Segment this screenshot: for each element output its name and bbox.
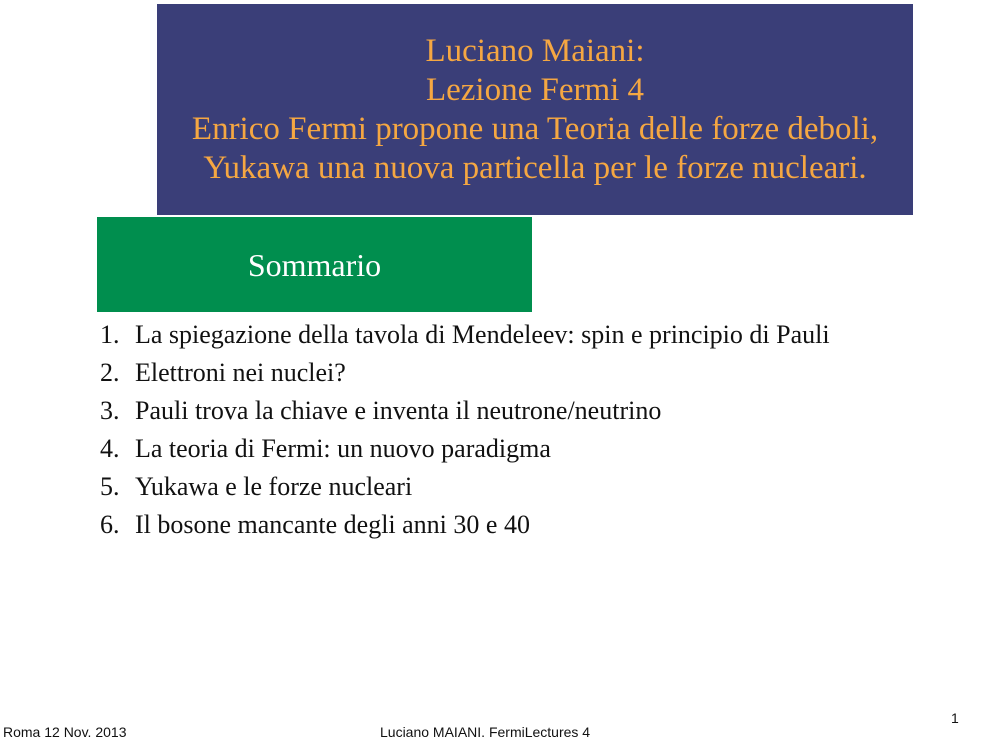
list-item <box>100 358 880 387</box>
title-line-lecture: Lezione Fermi 4 <box>425 71 645 108</box>
list-item-text: Elettroni nei nuclei? <box>135 358 346 387</box>
list-item-number: 3. <box>100 396 120 425</box>
page-number: 1 <box>951 710 959 726</box>
title-line-author: Luciano Maiani: <box>425 32 645 69</box>
title-line-fermi: Enrico Fermi propone una Teoria delle forze deboli, <box>191 110 879 147</box>
footer-date: Roma 12 Nov. 2013 <box>3 724 127 740</box>
list-item <box>100 396 880 425</box>
list-item-number: 5. <box>100 472 120 501</box>
list-item <box>100 510 880 539</box>
list-item-number: 1. <box>100 320 120 349</box>
list-item <box>100 434 880 463</box>
summary-banner <box>97 217 532 312</box>
list-item-text: Yukawa e le forze nucleari <box>135 472 413 501</box>
footer-author: Luciano MAIANI. FermiLectures 4 <box>380 724 591 740</box>
list-item <box>100 472 880 501</box>
title-line-yukawa: Yukawa una nuova particella per le forze nucleari. <box>203 149 867 186</box>
list-item-number: 4. <box>100 434 120 463</box>
list-item <box>100 320 880 349</box>
summary-heading: Sommario <box>247 247 382 283</box>
list-item-number: 6. <box>100 510 120 539</box>
list-item-text: Il bosone mancante degli anni 30 e 40 <box>135 510 530 539</box>
summary-list <box>100 320 880 551</box>
list-item-text: Pauli trova la chiave e inventa il neutrone/neutrino <box>135 396 662 425</box>
list-item-number: 2. <box>100 358 120 387</box>
list-item-text: La spiegazione della tavola di Mendeleev: spin e principio di Pauli <box>135 320 830 349</box>
title-banner <box>157 4 913 215</box>
list-item-text: La teoria di Fermi: un nuovo paradigma <box>135 434 551 463</box>
